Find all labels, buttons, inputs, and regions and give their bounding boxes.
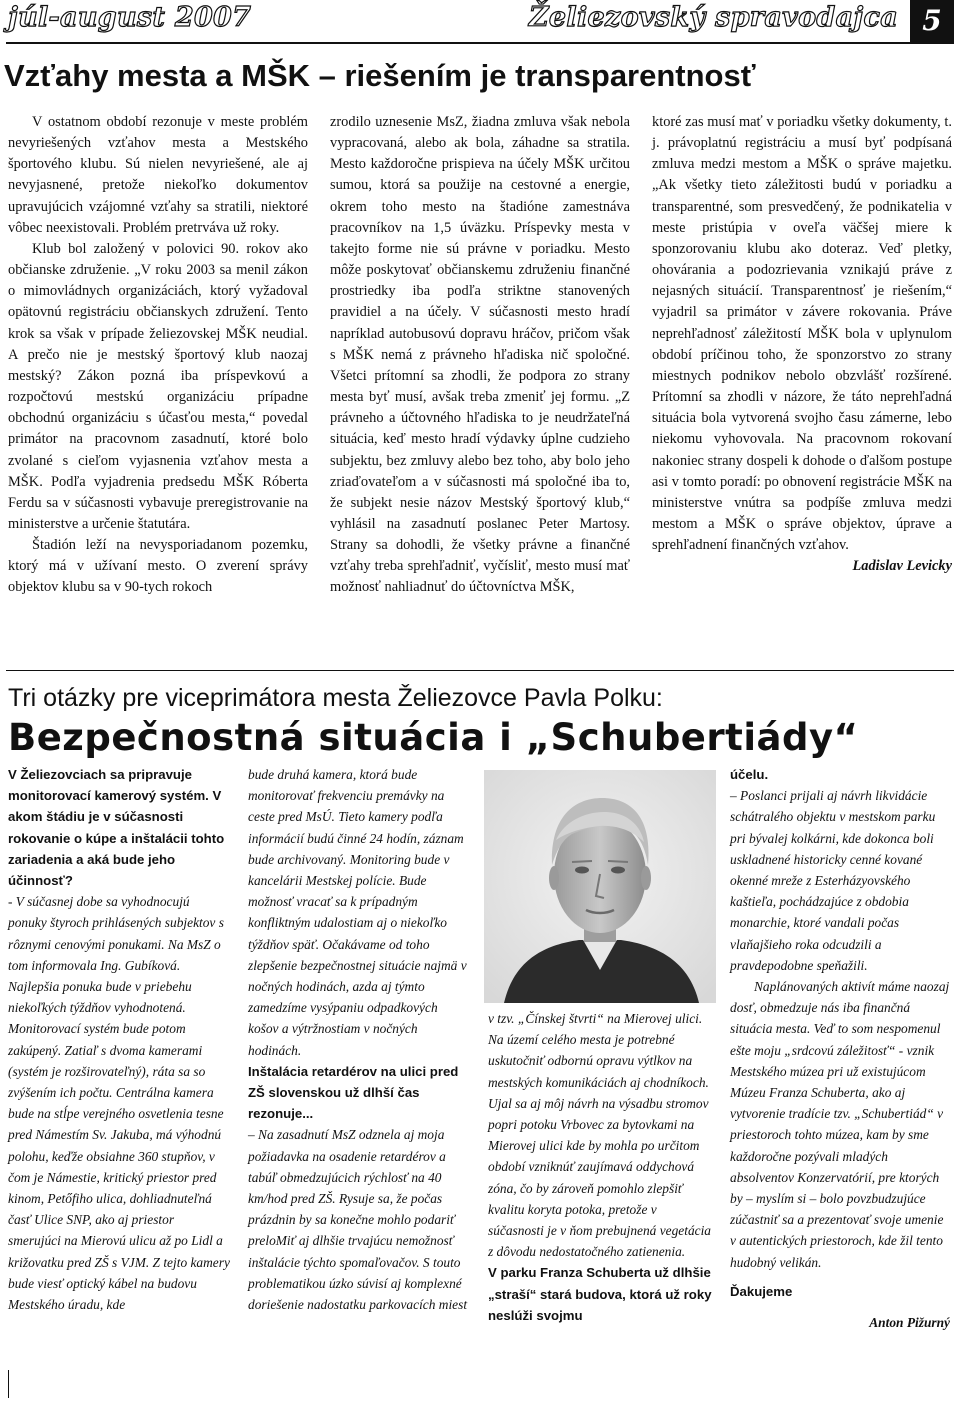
section-rule: [6, 670, 954, 671]
paragraph: ktoré zas musí mať v poriadku všetky dokumenty, t. j. právoplatnú registráciu a musí byť podpísaná zmluva medzi mestom a MŠK o správe majetku. „Ak všetky tieto záležitosti budú v poriadku a transparentné, som presvedčený, že podnikatelia v meste pristúpia v oveľa väčšej miere k sponzorovaniu klubu ako doteraz. Veď pletky, ohovárania a podozrievania vznikajú práve z nejasných situácií. Transparentnosť je riešením,“ vyjadril sa primátor v závere rokovania. Práve neprehľadnosť záležitostí MŠK bola v uplynulom období príčinou toho, že sponzorstvo zo strany miestnych podnikov nebolo obzvlášť rozšírené. Prítomní sa zhodli v názore, že táto neprehľadná situácia bola vytvorená svojho času zámerne, lebo niekomu vyhovovala. Na pracovnom rokovaní nakoniec strany dospeli k dohode o ďalšom postupe asi v tomto poradí: po obnovení registrácie MŠK na ministerstve vnútra sa podpíše zmluva medzi mestom a MŠK o správe objektov, úprave a sprehľadnení finančných vzťahov.: [652, 114, 952, 554]
question-end: účelu.: [730, 767, 769, 782]
header-issue: júl-august 2007: [8, 2, 252, 33]
column-rule: [8, 1370, 9, 1398]
question: V Želiezovciach sa pripravuje monitorovací kamerový systém. V akom štádiu je v súčasnosti rokovanie o kúpe a inštalácii tohto zariadenia a aká bude jeho účinnosť?: [8, 767, 225, 889]
question: Inštalácia retardérov na ulici pred ZŠ slovenskou už dlhší čas rezonuje...: [248, 1063, 459, 1122]
header-publication: Želiezovský spravodajca: [528, 2, 898, 33]
article2-col3: [488, 1008, 714, 1326]
answer: bude druhá kamera, ktorá bude monitorovať frekvenciu premávky na ceste pred MsÚ. Tieto kamery podľa informácií budú činné 24 hodín, záznam bude archivovaný. Monitoring bude v kancelárii Mestskej polície. Bude možnosť vracať sa k prípadným konfliktným udalostiam aj o niekoľko týždňov späť. Očakávame od toho zlepšenie bezpečnostnej situácie najmä v nočných hodinách, azda aj týmto zamedzíme vysýpaniu odpadkových košov a výtržnostiam v nočných hodinách.: [248, 767, 467, 1058]
article1-col1: [8, 112, 308, 599]
paragraph: Štadión leží na nevysporiadanom pozemku, ktorý má v užívaní mesto. O zverení správy objektov klubu sa v 90-tych rokoch: [8, 537, 308, 596]
answer: v tzv. „Čínskej štvrti“ na Mierovej ulici. Na území celého mesta je potrebné uskutočniť odbornú opravu výtlkov na mestských komunikáciách aj chodníkoch. Ujal sa aj môj návrh na výsadbu stromov popri potoku Vrbovec za bytovkami na Mierovej ulici kde by mohla po určitom období vzniknúť zaujímavá oddychová zóna, čo by zároveň pomohlo zlepšiť kvalitu koryta potoka, pretože v súčasnosti je v ňom prebujnená vegetácia z dôvodu nedostatočného zatienenia.: [488, 1011, 711, 1260]
header-rule: [6, 42, 954, 44]
article2-kicker: Tri otázky pre viceprimátora mesta Želiezovce Pavla Polku:: [8, 684, 663, 712]
article2-col2: [248, 764, 470, 1315]
article1-col2: [330, 112, 630, 599]
portrait-image: [484, 770, 716, 1003]
paragraph: zrodilo uznesenie MsZ, žiadna zmluva však nebola vypracovaná, alebo ak bola, záhadne sa stratila. Mesto každoročne prispieva na účely MŠK určitou sumou, ktorá sa použije na cestovné a energie, okrem toho mesto na štadióne zamestnáva pracovníkov na 1,5 úväzku. Príspevky mesta v takejto forme nie sú právne v poriadku. Mesto môže poskytovať občianskemu združeniu finančné prostriedky iba podľa striktne stanovených pravidiel a na účely. V súčasnosti mesto hradí napríklad autobusovú dopravu hráčov, pričom však s MŠK nemá z právneho hľadiska nič spoločné. Všetci prítomní sa zhodli, že podpora zo strany mesta byť musí, avšak treba zmeniť jej formu. „Z právneho a účtovného hľadiska to je neudržateľná situácia, keď mesto hradí výdavky úplne cudzieho subjektu, bez zmluvy alebo bez toho, aby bolo jeho zriaďovateľom a v súčasnosti má spoločné iba to, že subjekt nesie názov Mestský športový klub,“ vyhlásil na zasadnutí poslanec Peter Martosy. Strany sa dohodli, že všetky právne a finančné vzťahy treba sprehľadniť, vyčísliť, mesto musí mať možnosť nahliadnuť do účtovníctva MŠK,: [330, 114, 630, 596]
paragraph: V ostatnom období rezonuje v meste problém nevyriešených vzťahov mesta a Mestského športového klubu. Sú nielen nevyriešené, ale aj nevyjasnené, pretože niekoľko dokumentov upravujúcich vzájomné vzťahy sa stratili, niektoré vôbec neexistovali. Problém pretrváva už roky.: [8, 114, 308, 236]
page-number: 5: [910, 0, 954, 42]
article2-author: Anton Pižurný: [869, 1315, 950, 1331]
question: V parku Franza Schuberta už dlhšie „straší“ stará budova, ktorá už roky neslúži svojmu: [488, 1265, 712, 1323]
article2-col1: [8, 764, 230, 1315]
article2-title: Bezpečnostná situácia i „Schubertiády“: [8, 716, 859, 759]
article1-author: Ladislav Levicky: [852, 558, 952, 575]
answer: Naplánovaných aktivít máme naozaj dosť, obmedzuje nás iba finančná situácia mesta. Veď to som nespomenul ešte moju „srdcovú záležitosť“ - vznik Mestského múzea pri už existujúcom Múzeu Franza Schuberta, ako aj vytvorenie tradície tzv. „Schubertiád“ v priestoroch tohto múzea, kam by sme každoročne pozývali mladých absolventov Konzervatórií, pre ktorých by – myslím si – bolo povzbudzujúce zúčastniť sa a prezentovať svoje umenie v autentických priestoroch, kde žil tento hudobný velikán.: [730, 979, 950, 1270]
paragraph: Klub bol založený v polovici 90. rokov ako občianske združenie. „V roku 2003 sa menil zákon o mimovládnych organizáciách, ktorý vyžadoval opätovnú registráciu občianskych združení. Tento krok sa však v prípade želiezovskej MŠK neudial. A prečo nie je mestský športový klub naozaj mestský? Zákon pozná iba príspevkovú a rozpočtovú mestskú organizáciu prípadne obchodnú organizáciu s účasťou mesta,“ povedal primátor na pracovnom zasadnutí, ktoré bolo zvolané s cieľom vyjasnenia vzťahov mesta a MŠK. Podľa vyjadrenia predsedu MŠK Róberta Ferdu sa v súčasnosti vybavuje preregistrovanie na ministerstve a určenie štatutára.: [8, 240, 308, 532]
article1-col3: [652, 112, 952, 577]
article1-title: Vzťahy mesta a MŠK – riešením je transparentnosť: [4, 58, 756, 93]
thanks: Ďakujeme: [730, 1283, 793, 1299]
answer: – Poslanci prijali aj návrh likvidácie schátralého objektu v mestskom parku pri bývalej kolkárni, kde dokonca boli uskladnené historicky cenné kované okenné mreže z Esterházyovského kaštieľa, pochádzajúce z obdobia monarchie, ktoré vandali počas vlaňajšieho roka odcudzili a pravdepodobne speňažili.: [730, 788, 936, 973]
answer: - V súčasnej dobe sa vyhodnocujú ponuky štyroch prihlásených subjektov s rôznymi cenovými ponukami. Na MsZ o tom informovala Ing. Gubíková. Najlepšia ponuka bude v priebehu niekoľkých týždňov vyhodnotená. Monitorovací systém bude potom zakúpený. Zatiaľ s dvoma kamerami (systém je rozširovateľný), ráta sa so zvýšením ich počtu. Centrálna kamera bude na stĺpe verejného osvetlenia tesne pred Námestím Sv. Jakuba, má výhodnú polohu, keďže obsiahne 360 stupňov, v čom je Námestie, kritický priestor pred kinom, Petőfiho ulica, dohliadnuteľná časť Ulice SNP, ako aj priestor smerujúci na Mierovú ulicu až po Lidl a križovatku pred ZŠ s VJM. Z tejto kamery bude viesť optický kábel na budovu Mestského úradu, kde: [8, 894, 230, 1313]
portrait-photo: [484, 770, 716, 1003]
answer: – Na zasadnutí MsZ odznela aj moja požiadavka na osadenie retardérov a tabúľ obmedzujúcich rýchlosť na 40 km/hod pred ZŠ. Rysuje sa, že počas prázdnin by sa konečne mohlo podariť preloMiť aj dlhšie trvajúcu nemožnosť inštalácie týchto spomaľovačov. S touto problematikou úzko súvisí aj komplexné doriešenie nadostatku parkovacích miest: [248, 1127, 468, 1313]
article2-col4: [730, 764, 950, 1333]
